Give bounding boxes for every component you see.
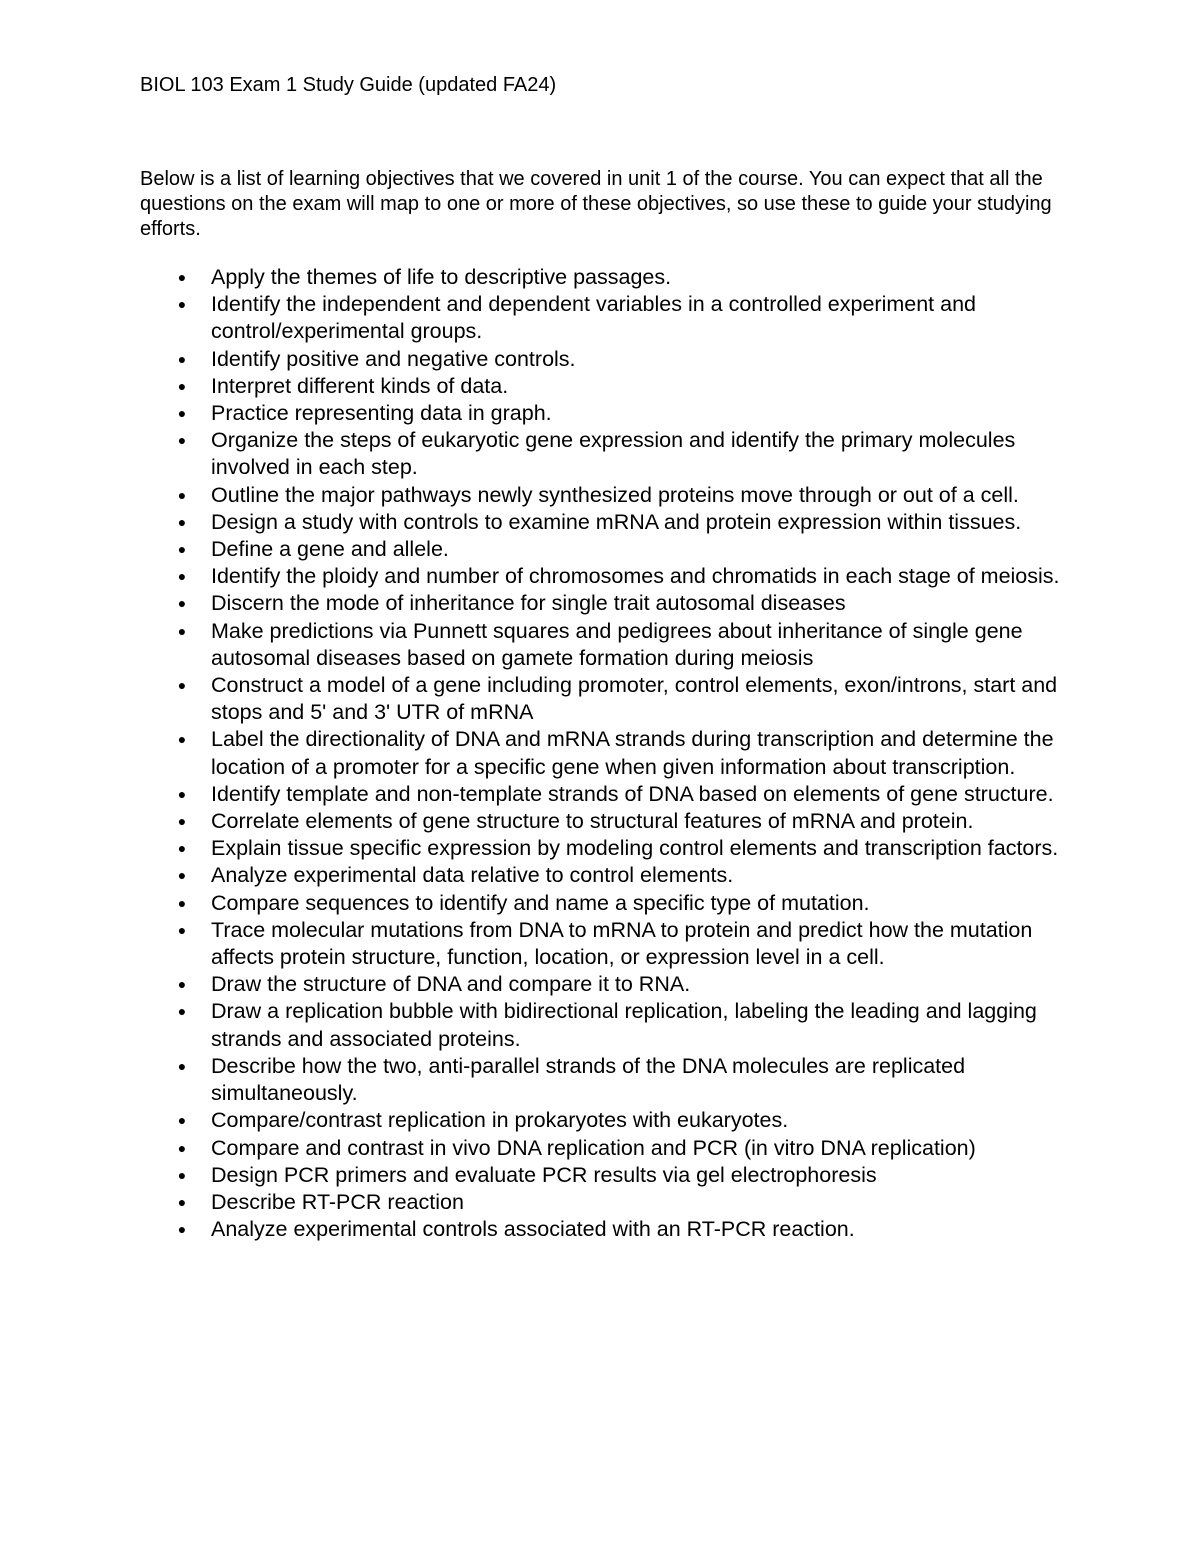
bullet-icon: ● xyxy=(177,269,187,285)
list-item xyxy=(140,835,1070,862)
list-item-text: Organize the steps of eukaryotic gene expression and identify the primary molecules involved in each step. xyxy=(211,428,1016,480)
list-item-text: Define a gene and allele. xyxy=(211,537,449,562)
bullet-icon: ● xyxy=(177,731,187,748)
bullet-icon: ● xyxy=(177,405,187,422)
list-item xyxy=(140,373,1070,400)
list-item-text: Draw the structure of DNA and compare it to RNA. xyxy=(211,972,691,997)
list-item xyxy=(140,1135,1070,1162)
bullet-icon: ● xyxy=(177,1139,187,1156)
bullet-icon: ● xyxy=(177,1003,187,1020)
bullet-icon: ● xyxy=(177,677,187,694)
list-item-text: Make predictions via Punnett squares and pedigrees about inheritance of single gene autosomal diseases based on gamete formation during meiosis xyxy=(211,618,1023,670)
bullet-icon: ● xyxy=(177,296,187,313)
list-item-text: Compare and contrast in vivo DNA replication and PCR (in vitro DNA replication) xyxy=(211,1135,976,1160)
list-item xyxy=(140,917,1070,971)
bullet-icon: ● xyxy=(177,541,187,558)
list-item-text: Identify the independent and dependent variables in a controlled experiment and control/experimental groups. xyxy=(211,292,976,344)
list-item xyxy=(140,1189,1070,1216)
list-item-text: Design PCR primers and evaluate PCR results via gel electrophoresis xyxy=(211,1162,877,1187)
list-item xyxy=(140,781,1070,808)
list-item xyxy=(140,808,1070,835)
bullet-icon: ● xyxy=(177,785,187,802)
list-item xyxy=(140,346,1070,373)
list-item-text: Trace molecular mutations from DNA to mRNA to protein and predict how the mutation affects protein structure, function, location, or expression level in a cell. xyxy=(211,917,1033,970)
list-item xyxy=(140,1107,1070,1134)
bullet-icon: ● xyxy=(177,622,187,639)
list-item-text: Outline the major pathways newly synthesized proteins move through or out of a cell. xyxy=(211,482,1019,507)
list-item-text: Explain tissue specific expression by modeling control elements and transcription factors. xyxy=(211,836,1059,861)
bullet-icon: ● xyxy=(177,1112,187,1129)
list-item-text: Construct a model of a gene including promoter, control elements, exon/introns, start and stops and 5' and 3' UTR of mRNA xyxy=(211,673,1058,725)
bullet-icon: ● xyxy=(177,432,187,449)
bullet-icon: ● xyxy=(177,377,187,394)
list-item xyxy=(140,590,1070,617)
list-item-text: Identify template and non-template strands of DNA based on elements of gene structure. xyxy=(211,781,1054,806)
list-item xyxy=(140,726,1070,780)
list-item-text: Identify the ploidy and number of chromosomes and chromatids in each stage of meiosis. xyxy=(211,564,1060,589)
list-item-text: Describe how the two, anti-parallel strands of the DNA molecules are replicated simultaneously. xyxy=(211,1053,966,1106)
list-item-text: Apply the themes of life to descriptive passages. xyxy=(211,265,672,289)
bullet-icon: ● xyxy=(177,840,187,857)
list-item xyxy=(140,400,1070,427)
list-item-text: Analyze experimental data relative to control elements. xyxy=(211,863,734,888)
list-item-text: Compare/contrast replication in prokaryotes with eukaryotes. xyxy=(211,1108,789,1133)
bullet-icon: ● xyxy=(177,894,187,911)
list-item xyxy=(140,890,1070,917)
list-item xyxy=(140,509,1070,536)
bullet-icon: ● xyxy=(177,486,187,503)
intro-paragraph: Below is a list of learning objectives that we covered in unit 1 of the course. You can expect that all the questions on the exam will map to one or more of these objectives, so use these to guide your studying efforts. xyxy=(140,168,1052,240)
list-item xyxy=(140,536,1070,563)
list-item xyxy=(140,618,1070,672)
bullet-icon: ● xyxy=(177,513,187,530)
bullet-icon: ● xyxy=(177,350,187,367)
list-item xyxy=(140,291,1070,345)
list-item xyxy=(140,998,1070,1052)
list-item xyxy=(140,1053,1070,1107)
bullet-icon: ● xyxy=(177,1221,187,1238)
list-item-text: Interpret different kinds of data. xyxy=(211,373,509,398)
list-item xyxy=(140,1162,1070,1189)
bullet-icon: ● xyxy=(177,867,187,884)
bullet-icon: ● xyxy=(177,976,187,993)
bullet-icon: ● xyxy=(177,813,187,830)
list-item-text: Identify positive and negative controls. xyxy=(211,346,576,371)
list-item xyxy=(140,971,1070,998)
bullet-icon: ● xyxy=(177,1193,187,1210)
list-item-text: Design a study with controls to examine mRNA and protein expression within tissues. xyxy=(211,509,1022,534)
list-item-text: Practice representing data in graph. xyxy=(211,401,552,426)
bullet-icon: ● xyxy=(177,1166,187,1183)
list-item xyxy=(140,1216,1070,1243)
bullet-icon: ● xyxy=(177,595,187,612)
list-item xyxy=(140,427,1070,481)
learning-objectives-list xyxy=(140,264,1070,1243)
list-item xyxy=(140,482,1070,509)
document-title: BIOL 103 Exam 1 Study Guide (updated FA24) xyxy=(140,74,557,96)
list-item-text: Correlate elements of gene structure to structural features of mRNA and protein. xyxy=(211,809,974,834)
list-item-text: Describe RT-PCR reaction xyxy=(211,1189,464,1214)
list-item-text: Compare sequences to identify and name a specific type of mutation. xyxy=(211,890,870,915)
list-item xyxy=(140,672,1070,726)
bullet-icon: ● xyxy=(177,1057,187,1074)
list-item-text: Discern the mode of inheritance for single trait autosomal diseases xyxy=(211,591,846,616)
list-item xyxy=(140,563,1070,590)
list-item xyxy=(140,862,1070,889)
list-item-text: Label the directionality of DNA and mRNA strands during transcription and determine the location of a promoter for a specific gene when given information about transcription. xyxy=(211,727,1054,779)
bullet-icon: ● xyxy=(177,568,187,585)
list-item-text: Analyze experimental controls associated with an RT-PCR reaction. xyxy=(211,1217,855,1242)
bullet-icon: ● xyxy=(177,921,187,938)
list-item xyxy=(140,264,1070,291)
list-item-text: Draw a replication bubble with bidirectional replication, labeling the leading and lagging strands and associated proteins. xyxy=(211,999,1037,1051)
